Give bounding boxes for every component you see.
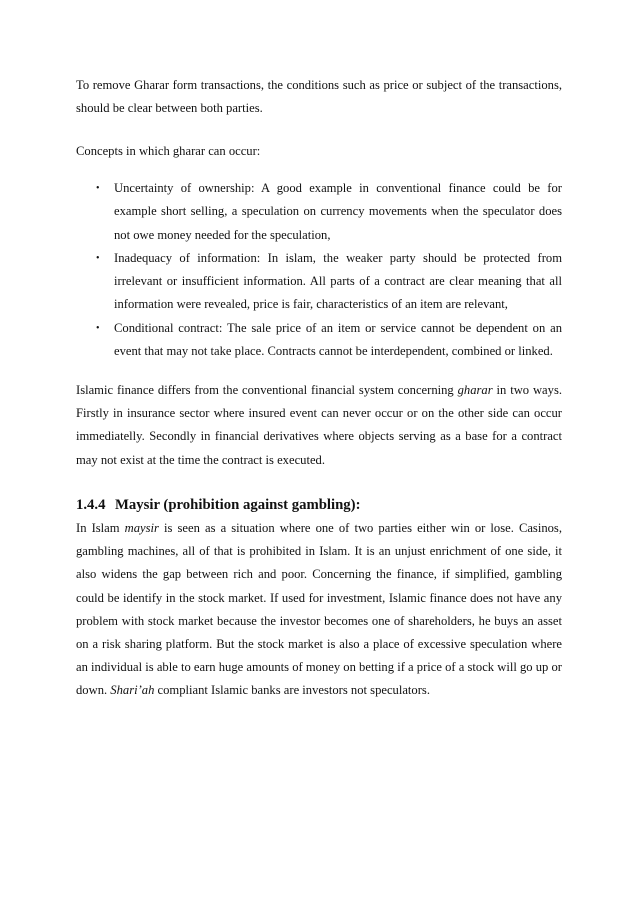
list-item [96,317,562,364]
italic-term: gharar [457,383,493,397]
section-title: Maysir (prohibition against gambling): [115,497,361,513]
bullet-icon: • [96,252,100,264]
paragraph-gharar-removal: To remove Gharar form transactions, the conditions such as price or subject of the transactions, should be clear between both parties. [76,78,562,116]
bullet-icon: • [96,183,100,194]
list-item [96,177,562,247]
gharar-concepts-list [96,177,562,363]
text-run: compliant Islamic banks are investors not speculators. [154,683,430,698]
italic-term: maysir [124,521,159,535]
bullet-icon: • [96,322,100,334]
list-item-text: Conditional contract: The sale price of an item or service cannot be dependent on an event that may not take place. Contracts cannot be interdependent, combined or linked. [114,320,562,359]
text-run: Islamic finance differs from the conventional financial system concerning [76,383,458,397]
text-run: is seen as a situation where one of two parties either win or lose. Casinos, gambling machines, all of that is prohibited in Islam. It is an unjust enrichment of one side, it also widens the gap between rich and poor. Concerning the finance, if simplified, gambling could be identify in the stock market. If used for investment, Islamic finance does not have any problem with stock market because the investor becomes one of shareholders, he buys an asset on a risk sharing platform. But the stock market is also a place of excessive speculation where an individual is able to earn huge amounts of money on betting if a price of a stock will go up or down. [76,521,562,698]
paragraph-concepts-intro: Concepts in which gharar can occur: [76,144,261,158]
section-heading [76,494,562,517]
text-run: In Islam [76,521,125,535]
text-run: in two ways. Firstly in insurance sector where insured event can never occur or on the other side can occur immediatelly. Secondly in financial derivatives where objects serving as a base for a contract may not exist at the time the contract is executed. [76,383,562,467]
italic-term: Shari’ah [110,683,155,698]
paragraph-maysir [76,517,562,703]
list-item-text: Inadequacy of information: In islam, the weaker party should be protected from irrelevant or insufficient information. All parts of a contract are clear meaning that all information were revealed, price is fair, characteristics of an item are relevant, [114,250,562,312]
list-item [96,247,562,317]
section-number: 1.4.4 [76,497,106,513]
paragraph-gharar-differences [76,379,562,472]
list-item-text: Uncertainty of ownership: A good example in conventional finance could be for example short selling, a speculation on currency movements when the speculator does not owe money needed for the speculation, [114,181,562,242]
